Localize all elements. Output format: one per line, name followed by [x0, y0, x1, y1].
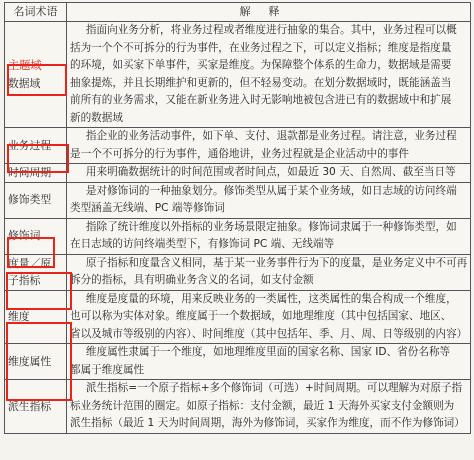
definition-cell	[67, 344, 471, 380]
definition-line: 省以及城市等级别的内容）、时间维度（其中包括年、季、月、周、日等级别的内容）	[70, 327, 467, 340]
table-row	[5, 22, 471, 128]
term-cell	[5, 254, 67, 290]
definition-cell	[67, 254, 471, 290]
definition-cell	[67, 128, 471, 164]
term-cell	[5, 182, 67, 218]
definition-line: 是对修饰词的一种抽象划分。修饰类型从属于某个业务域，如日志域的访问终端	[85, 184, 457, 197]
definition-cell	[67, 22, 471, 128]
definition-line: 拆分的指标，具有明确业务含义的名词，如支付金额	[70, 274, 314, 286]
term-label: 数据域	[8, 76, 41, 90]
table-row	[5, 254, 471, 290]
definition-line: 也可以称为实体对象。维度属于一个数据域，如地理维度（其中包括国家、地区、	[70, 310, 452, 322]
definition-line: 派生指标（最近 1 天为时间周期，海外为修饰词，买家作为维度，而不作为修饰词）	[70, 417, 465, 429]
definition-cell	[67, 218, 471, 254]
definition-line: 新的数据域	[70, 111, 123, 124]
definition-line: 类型涵盖无线端、PC 端等修饰词	[70, 202, 225, 214]
definition-cell	[67, 290, 471, 344]
definition-line: 括为一个个不可拆分的行为事件，在业务过程之下，可以定义指标；维度是指度量	[70, 41, 452, 54]
definition-line: 指企业的业务活动事件，如下单、支付、退款都是业务过程。请注意，业务过程	[85, 130, 457, 142]
definition-line: 是一个不可拆分的行为事件，通俗地讲，业务过程就是企业活动中的事件	[70, 147, 409, 160]
table-row	[5, 344, 471, 380]
term-cell	[5, 218, 67, 254]
term-cell	[5, 290, 67, 344]
definition-line: 用来明确数据统计的时间范围或者时间点，如最近 30 天、自然周、截至当日等	[85, 166, 456, 178]
definition-line: 标业务统计范围的圈定。如原子指标：支付金额，最近 1 天海外买家支付金额则为	[70, 399, 455, 412]
term-label: 维度属性	[8, 354, 52, 368]
table-row	[5, 128, 471, 164]
term-label: 业务过程	[8, 138, 52, 152]
glossary-table	[4, 2, 471, 434]
table-row	[5, 164, 471, 183]
definition-line: 原子指标和度量含义相同，基于某一业务事件行为下的度量，是业务定义中不可再	[85, 256, 467, 269]
definition-line: 指除了统计维度以外指标的业务场景限定抽象。修饰词隶属于一种修饰类型，如	[85, 220, 457, 233]
definition-line: 指面向业务分析，将业务过程或者维度进行抽象的集合。其中，业务过程可以概	[85, 24, 457, 36]
definition-cell	[67, 380, 471, 434]
definition-line: 维度属性隶属于一个维度，如地理维度里面的国家名称、国家 ID、省份名称等	[85, 346, 451, 358]
definition-line: 派生指标=一个原子指标+多个修饰词（可选）+时间周期。可以理解为对原子指	[85, 382, 463, 394]
table-header-row	[5, 3, 471, 22]
term-cell	[5, 380, 67, 434]
term-label: 子指标	[8, 274, 41, 287]
header-definition: 解释	[67, 3, 471, 22]
definition-cell	[67, 164, 471, 183]
definition-line: 维度是度量的环境，用来反映业务的一类属性，这类属性的集合构成一个维度，	[85, 292, 457, 305]
definition-line: 的环境，如买家下单事件，买家是维度。为保障整个体系的生命力，数据域是需要	[70, 59, 452, 71]
term-cell	[5, 22, 67, 128]
term-cell	[5, 344, 67, 380]
table-row	[5, 182, 471, 218]
definition-line: 都属于维度属性	[70, 363, 145, 376]
table-row	[5, 218, 471, 254]
term-cell	[5, 164, 67, 183]
term-label: 时间周期	[8, 166, 52, 179]
term-highlight-label: 主题域	[8, 59, 42, 72]
term-label: 修饰词	[8, 229, 41, 243]
definition-line: 在日志域的访问终端类型下，有修饰词 PC 端、无线端等	[70, 238, 335, 250]
table-row	[5, 290, 471, 344]
definition-cell	[67, 182, 471, 218]
term-label: 维度	[8, 310, 30, 323]
term-label: 度量／原	[8, 256, 52, 270]
glossary-rows	[5, 22, 471, 434]
term-cell	[5, 128, 67, 164]
definition-line: 前所有的业务需求，又能在新业务进入时无影响地被包含进已有的数据域中和扩展	[70, 94, 452, 106]
term-label: 修饰类型	[8, 193, 52, 207]
table-row	[5, 380, 471, 434]
term-label: 派生指标	[8, 399, 52, 413]
header-term: 名词术语	[5, 3, 67, 22]
definition-line: 抽象提炼，并且长期维护和更新的，但不轻易变动。在划分数据域时，既能涵盖当	[70, 76, 452, 89]
